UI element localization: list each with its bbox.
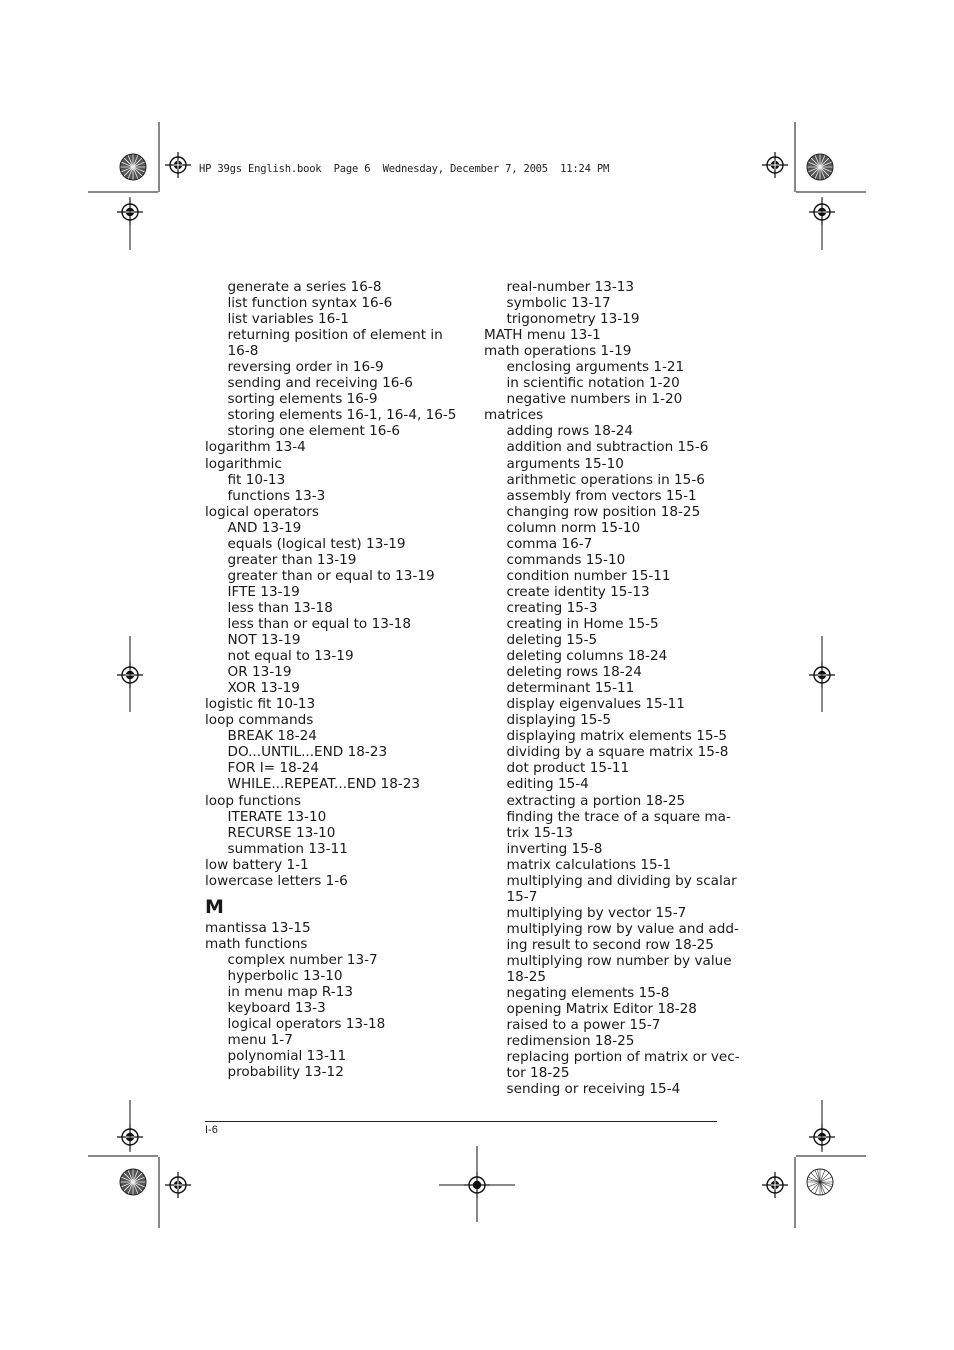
index-entry: low battery 1-1 (205, 856, 309, 873)
index-entry: matrices (484, 407, 544, 424)
index-column-right (484, 279, 740, 1098)
index-subentry: comma 16-7 (506, 535, 593, 552)
index-subentry: returning position of element in (227, 327, 443, 344)
footer-rule (205, 1121, 717, 1122)
index-subentry: in scientific notation 1-20 (506, 375, 680, 392)
index-entry: math functions (205, 935, 308, 952)
index-subentry: tor 18-25 (506, 1065, 570, 1082)
index-subentry: 18-25 (506, 969, 547, 986)
index-subentry: multiplying row by value and add- (506, 920, 739, 937)
print-slug-header: HP 39gs English.book Page 6 Wednesday, December 7, 2005 11:24 PM (199, 163, 610, 175)
index-subentry: generate a series 16-8 (227, 279, 382, 295)
index-subentry: trix 15-13 (506, 824, 574, 841)
index-subentry: adding rows 18-24 (506, 423, 634, 440)
index-subentry: displaying matrix elements 15-5 (506, 728, 728, 745)
index-subentry: multiplying and dividing by scalar (506, 872, 737, 889)
index-subentry: column norm 15-10 (506, 519, 641, 536)
index-subentry: OR 13-19 (227, 664, 292, 681)
index-entry: math operations 1-19 (484, 343, 632, 360)
index-subentry: commands 15-10 (506, 551, 626, 568)
index-subentry: not equal to 13-19 (227, 648, 354, 665)
index-subentry: summation 13-11 (227, 840, 348, 857)
page-number: I-6 (205, 1124, 218, 1136)
index-subentry: less than 13-18 (227, 599, 333, 616)
index-subentry: enclosing arguments 1-21 (506, 359, 685, 376)
index-subentry: trigonometry 13-19 (506, 311, 640, 328)
index-column-left (205, 279, 455, 1080)
index-subentry: creating in Home 15-5 (506, 615, 659, 632)
index-subentry: multiplying by vector 15-7 (506, 904, 687, 921)
index-subentry: creating 15-3 (506, 599, 598, 616)
index-subentry: in menu map R-13 (227, 983, 353, 1000)
index-entry: lowercase letters 1-6 (205, 872, 348, 889)
index-subentry: NOT 13-19 (227, 632, 301, 649)
index-subentry: complex number 13-7 (227, 951, 378, 968)
index-subentry: greater than or equal to 13-19 (227, 567, 435, 584)
index-subentry: editing 15-4 (506, 776, 589, 793)
index-subentry: replacing portion of matrix or vec- (506, 1049, 740, 1066)
index-subentry: redimension 18-25 (506, 1033, 635, 1050)
index-subentry: FOR I= 18-24 (227, 760, 320, 777)
index-entry: loop commands (205, 712, 314, 729)
index-subentry: storing elements 16-1, 16-4, 16-5 (227, 407, 457, 424)
index-subentry: 16-8 (227, 343, 259, 360)
index-subentry: sending and receiving 16-6 (227, 375, 413, 392)
index-subentry: list function syntax 16-6 (227, 295, 393, 312)
index-subentry: create identity 15-13 (506, 583, 650, 600)
index-entry: logical operators (205, 503, 319, 520)
index-subentry: logical operators 13-18 (227, 1016, 386, 1033)
index-subentry: real-number 13-13 (506, 279, 635, 295)
index-subentry: changing row position 18-25 (506, 503, 701, 520)
index-entry: mantissa 13-15 (205, 919, 311, 936)
index-subentry: multiplying row number by value (506, 952, 732, 969)
index-subentry: storing one element 16-6 (227, 423, 401, 440)
index-entry: loop functions (205, 792, 301, 809)
index-subentry: negating elements 15-8 (506, 985, 670, 1002)
index-subentry: ITERATE 13-10 (227, 808, 327, 825)
index-subentry: sending or receiving 15-4 (506, 1081, 681, 1098)
index-subentry: finding the trace of a square ma- (506, 808, 731, 825)
index-subentry: arithmetic operations in 15-6 (506, 471, 705, 488)
index-subentry: functions 13-3 (227, 487, 326, 504)
index-subentry: extracting a portion 18-25 (506, 792, 686, 809)
index-subentry: equals (logical test) 13-19 (227, 535, 406, 552)
index-subentry: IFTE 13-19 (227, 583, 300, 600)
index-entry: logarithmic (205, 455, 282, 472)
index-subentry: menu 1-7 (227, 1032, 293, 1049)
index-subentry: ing result to second row 18-25 (506, 936, 714, 953)
index-subentry: raised to a power 15-7 (506, 1017, 661, 1034)
index-subentry: list variables 16-1 (227, 311, 349, 328)
index-subentry: BREAK 18-24 (227, 728, 317, 745)
index-subentry: determinant 15-11 (506, 680, 635, 697)
index-subentry: assembly from vectors 15-1 (506, 487, 697, 504)
index-subentry: addition and subtraction 15-6 (506, 439, 709, 456)
index-subentry: XOR 13-19 (227, 680, 300, 697)
index-subentry: probability 13-12 (227, 1064, 344, 1081)
index-subentry: keyboard 13-3 (227, 1000, 326, 1017)
index-subentry: condition number 15-11 (506, 567, 671, 584)
index-subentry: display eigenvalues 15-11 (506, 696, 685, 713)
index-subentry: deleting columns 18-24 (506, 648, 668, 665)
index-subentry: matrix calculations 15-1 (506, 856, 672, 873)
index-subentry: AND 13-19 (227, 519, 302, 536)
index-subentry: dividing by a square matrix 15-8 (506, 744, 729, 761)
index-letter-heading: M (205, 895, 224, 918)
index-subentry: DO...UNTIL...END 18-23 (227, 744, 388, 761)
index-subentry: sorting elements 16-9 (227, 391, 378, 408)
index-subentry: 15-7 (506, 888, 538, 905)
index-subentry: RECURSE 13-10 (227, 824, 336, 841)
index-subentry: dot product 15-11 (506, 760, 630, 777)
index-subentry: negative numbers in 1-20 (506, 391, 683, 408)
index-subentry: reversing order in 16-9 (227, 359, 384, 376)
index-entry: logistic fit 10-13 (205, 696, 316, 713)
index-subentry: inverting 15-8 (506, 840, 603, 857)
index-subentry: deleting rows 18-24 (506, 664, 642, 681)
index-subentry: fit 10-13 (227, 471, 286, 488)
index-subentry: greater than 13-19 (227, 551, 357, 568)
index-subentry: less than or equal to 13-18 (227, 615, 412, 632)
index-entry: MATH menu 13-1 (484, 327, 601, 344)
index-subentry: hyperbolic 13-10 (227, 967, 343, 984)
index-subentry: polynomial 13-11 (227, 1048, 347, 1065)
index-subentry: arguments 15-10 (506, 455, 624, 472)
index-entry: logarithm 13-4 (205, 439, 306, 456)
index-subentry: symbolic 13-17 (506, 295, 611, 312)
index-subentry: deleting 15-5 (506, 632, 598, 649)
index-subentry: opening Matrix Editor 18-28 (506, 1001, 697, 1018)
index-subentry: displaying 15-5 (506, 712, 611, 729)
index-subentry: WHILE...REPEAT...END 18-23 (227, 776, 421, 793)
